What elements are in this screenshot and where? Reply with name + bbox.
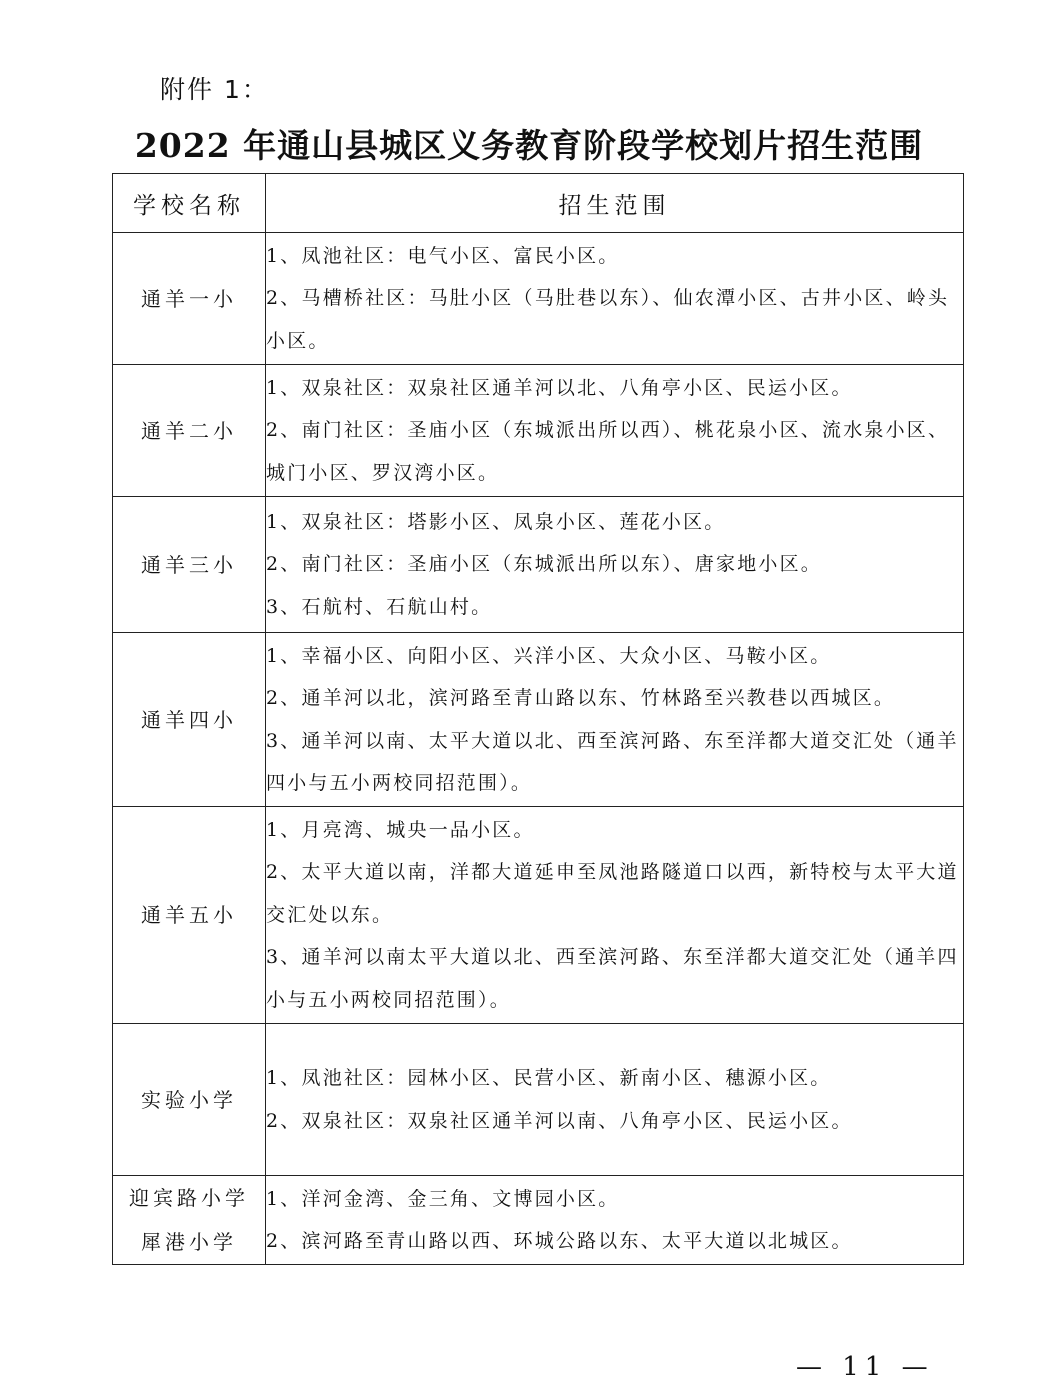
scope-line: 3、通羊河以南太平大道以北、西至滨河路、东至洋都大道交汇处（通羊四小与五小两校同招范围）。 bbox=[266, 946, 959, 1011]
school-name: 通羊五小 bbox=[141, 903, 237, 927]
scope-line: 2、马槽桥社区：马肚小区（马肚巷以东）、仙农潭小区、古井小区、岭头小区。 bbox=[266, 287, 950, 352]
school-cell bbox=[113, 807, 266, 1024]
scope-line: 1、双泉社区：双泉社区通羊河以北、八角亭小区、民运小区。 bbox=[266, 376, 853, 399]
school-cell bbox=[113, 233, 266, 365]
school-name: 通羊一小 bbox=[141, 286, 237, 311]
scope-line: 2、太平大道以南，洋都大道延申至凤池路隧道口以西，新特校与太平大道交汇处以东。 bbox=[266, 861, 959, 926]
attachment-label: 附件 1： bbox=[160, 75, 269, 104]
page-number: — 11 — bbox=[796, 1352, 934, 1382]
table-row bbox=[113, 633, 964, 807]
scope-cell bbox=[266, 233, 964, 365]
document-title: 2022 年通山县城区义务教育阶段学校划片招生范围 bbox=[134, 126, 924, 165]
scope-line: 1、洋河金湾、金三角、文博园小区。 bbox=[266, 1187, 620, 1210]
scope-line: 1、凤池社区：园林小区、民营小区、新南小区、穗源小区。 bbox=[266, 1067, 832, 1089]
header-enrollment-scope: 招生范围 bbox=[266, 174, 964, 233]
scope-cell bbox=[266, 1024, 964, 1176]
scope-line: 1、月亮湾、城央一品小区。 bbox=[266, 818, 535, 841]
scope-cell bbox=[266, 807, 964, 1024]
scope-line: 2、通羊河以北，滨河路至青山路以东、竹林路至兴教巷以西城区。 bbox=[266, 687, 896, 709]
scope-cell bbox=[266, 1176, 964, 1265]
table-row bbox=[113, 807, 964, 1024]
table-row bbox=[113, 233, 964, 365]
enrollment-table bbox=[112, 173, 964, 1265]
scope-line: 2、南门社区：圣庙小区（东城派出所以西）、桃花泉小区、流水泉小区、城门小区、罗汉湾小区。 bbox=[266, 419, 950, 484]
scope-line: 2、南门社区：圣庙小区（东城派出所以东）、唐家地小区。 bbox=[266, 553, 822, 576]
school-name: 犀港小学 bbox=[141, 1230, 237, 1254]
scope-line: 1、凤池社区：电气小区、富民小区。 bbox=[266, 244, 620, 267]
school-name: 通羊三小 bbox=[141, 552, 237, 577]
school-cell bbox=[113, 1024, 266, 1176]
table-row bbox=[113, 497, 964, 633]
scope-line: 2、滨河路至青山路以西、环城公路以东、太平大道以北城区。 bbox=[266, 1230, 853, 1252]
school-name: 通羊四小 bbox=[141, 707, 237, 732]
scope-line: 3、石航村、石航山村。 bbox=[266, 595, 493, 618]
school-cell bbox=[113, 497, 266, 633]
scope-line: 3、通羊河以南、太平大道以北、西至滨河路、东至洋都大道交汇处（通羊四小与五小两校同招范围）。 bbox=[266, 729, 959, 794]
header-school-name: 学校名称 bbox=[113, 174, 266, 233]
scope-cell bbox=[266, 633, 964, 807]
scope-line: 1、双泉社区：塔影小区、凤泉小区、莲花小区。 bbox=[266, 510, 726, 533]
scope-cell bbox=[266, 365, 964, 497]
table-row bbox=[113, 365, 964, 497]
school-name: 实验小学 bbox=[141, 1087, 237, 1112]
table-row bbox=[113, 1176, 964, 1265]
scope-cell bbox=[266, 497, 964, 633]
school-name: 通羊二小 bbox=[141, 418, 237, 443]
scope-line: 1、幸福小区、向阳小区、兴洋小区、大众小区、马鞍小区。 bbox=[266, 644, 832, 667]
table-row bbox=[113, 1024, 964, 1176]
scope-line: 2、双泉社区：双泉社区通羊河以南、八角亭小区、民运小区。 bbox=[266, 1109, 853, 1132]
table-header-row bbox=[113, 174, 964, 233]
school-cell bbox=[113, 633, 266, 807]
school-cell bbox=[113, 1176, 266, 1265]
school-cell bbox=[113, 365, 266, 497]
school-name: 迎宾路小学 bbox=[129, 1186, 249, 1210]
